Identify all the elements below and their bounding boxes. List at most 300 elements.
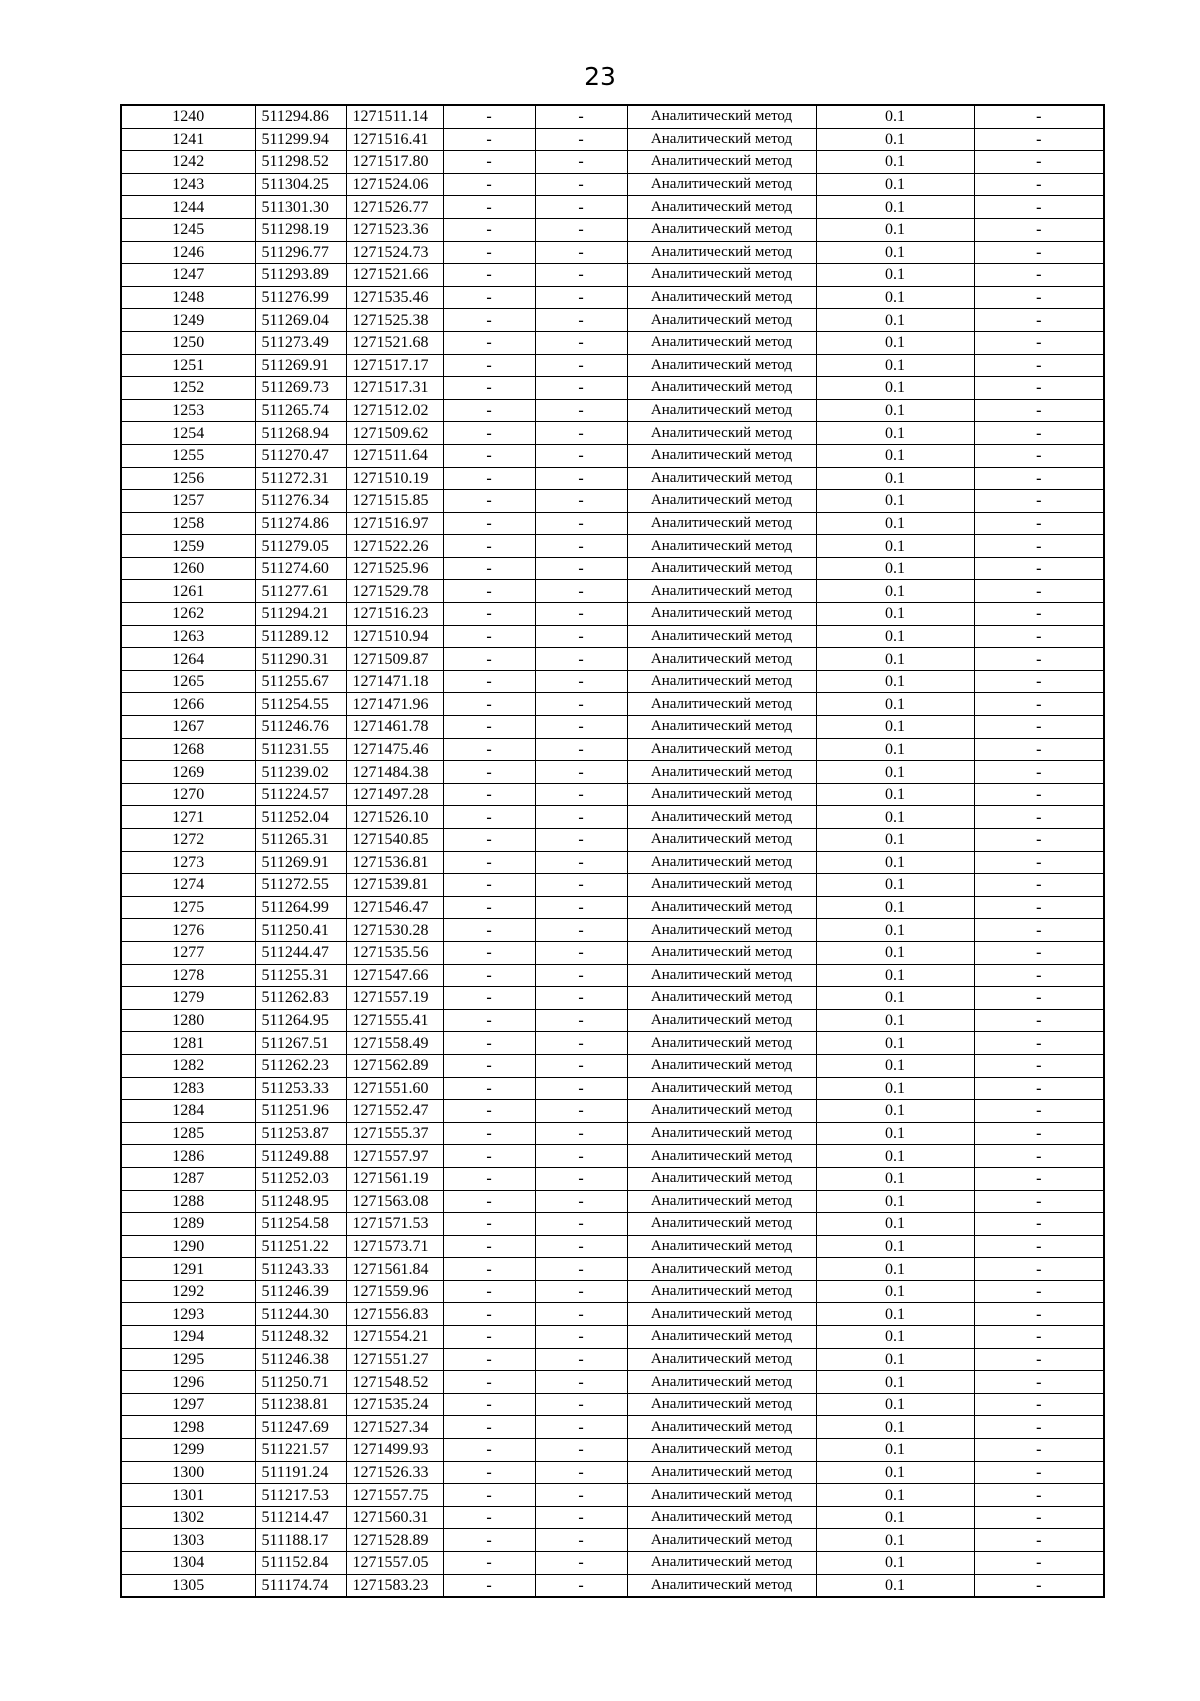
x-coordinate-cell: 511255.67 <box>255 670 346 693</box>
method-cell: Аналитический метод <box>627 670 816 693</box>
y-coordinate-cell: 1271535.56 <box>346 941 443 964</box>
accuracy-cell: 0.1 <box>816 1439 974 1462</box>
column-4-cell: - <box>443 1439 535 1462</box>
table-row <box>121 829 1104 852</box>
y-coordinate-cell: 1271475.46 <box>346 738 443 761</box>
x-coordinate-cell: 511293.89 <box>255 264 346 287</box>
table-row <box>121 874 1104 897</box>
x-coordinate-cell: 511152.84 <box>255 1552 346 1575</box>
column-5-cell: - <box>535 105 627 128</box>
column-5-cell: - <box>535 557 627 580</box>
column-8-cell: - <box>974 467 1104 490</box>
point-number-cell: 1296 <box>121 1371 255 1394</box>
column-8-cell: - <box>974 1032 1104 1055</box>
accuracy-cell: 0.1 <box>816 603 974 626</box>
column-4-cell: - <box>443 806 535 829</box>
column-8-cell: - <box>974 693 1104 716</box>
x-coordinate-cell: 511270.47 <box>255 444 346 467</box>
table-row <box>121 1484 1104 1507</box>
method-cell: Аналитический метод <box>627 648 816 671</box>
y-coordinate-cell: 1271536.81 <box>346 851 443 874</box>
column-8-cell: - <box>974 1077 1104 1100</box>
y-coordinate-cell: 1271510.19 <box>346 467 443 490</box>
table-row <box>121 331 1104 354</box>
column-4-cell: - <box>443 1326 535 1349</box>
table-row <box>121 1393 1104 1416</box>
accuracy-cell: 0.1 <box>816 941 974 964</box>
column-4-cell: - <box>443 783 535 806</box>
x-coordinate-cell: 511252.03 <box>255 1167 346 1190</box>
method-cell: Аналитический метод <box>627 896 816 919</box>
accuracy-cell: 0.1 <box>816 625 974 648</box>
column-4-cell: - <box>443 1303 535 1326</box>
method-cell: Аналитический метод <box>627 1213 816 1236</box>
column-5-cell: - <box>535 264 627 287</box>
point-number-cell: 1253 <box>121 399 255 422</box>
column-8-cell: - <box>974 1326 1104 1349</box>
column-8-cell: - <box>974 1393 1104 1416</box>
y-coordinate-cell: 1271562.89 <box>346 1054 443 1077</box>
point-number-cell: 1258 <box>121 512 255 535</box>
column-4-cell: - <box>443 1461 535 1484</box>
y-coordinate-cell: 1271557.75 <box>346 1484 443 1507</box>
accuracy-cell: 0.1 <box>816 399 974 422</box>
y-coordinate-cell: 1271555.37 <box>346 1122 443 1145</box>
column-5-cell: - <box>535 1529 627 1552</box>
column-8-cell: - <box>974 128 1104 151</box>
method-cell: Аналитический метод <box>627 1167 816 1190</box>
accuracy-cell: 0.1 <box>816 1032 974 1055</box>
y-coordinate-cell: 1271539.81 <box>346 874 443 897</box>
method-cell: Аналитический метод <box>627 151 816 174</box>
accuracy-cell: 0.1 <box>816 128 974 151</box>
y-coordinate-cell: 1271559.96 <box>346 1280 443 1303</box>
column-5-cell: - <box>535 1461 627 1484</box>
column-5-cell: - <box>535 218 627 241</box>
accuracy-cell: 0.1 <box>816 1552 974 1575</box>
column-8-cell: - <box>974 1416 1104 1439</box>
column-5-cell: - <box>535 874 627 897</box>
column-8-cell: - <box>974 444 1104 467</box>
accuracy-cell: 0.1 <box>816 241 974 264</box>
column-4-cell: - <box>443 1167 535 1190</box>
column-5-cell: - <box>535 1326 627 1349</box>
column-5-cell: - <box>535 512 627 535</box>
method-cell: Аналитический метод <box>627 874 816 897</box>
column-5-cell: - <box>535 1303 627 1326</box>
table-row <box>121 218 1104 241</box>
x-coordinate-cell: 511269.91 <box>255 851 346 874</box>
column-5-cell: - <box>535 648 627 671</box>
column-4-cell: - <box>443 1506 535 1529</box>
column-4-cell: - <box>443 1145 535 1168</box>
x-coordinate-cell: 511248.95 <box>255 1190 346 1213</box>
point-number-cell: 1249 <box>121 309 255 332</box>
table-row <box>121 1506 1104 1529</box>
x-coordinate-cell: 511246.76 <box>255 716 346 739</box>
x-coordinate-cell: 511301.30 <box>255 196 346 219</box>
x-coordinate-cell: 511279.05 <box>255 535 346 558</box>
column-5-cell: - <box>535 580 627 603</box>
column-5-cell: - <box>535 896 627 919</box>
table-row <box>121 693 1104 716</box>
x-coordinate-cell: 511304.25 <box>255 173 346 196</box>
y-coordinate-cell: 1271524.06 <box>346 173 443 196</box>
x-coordinate-cell: 511253.87 <box>255 1122 346 1145</box>
column-8-cell: - <box>974 377 1104 400</box>
method-cell: Аналитический метод <box>627 783 816 806</box>
column-8-cell: - <box>974 1190 1104 1213</box>
point-number-cell: 1270 <box>121 783 255 806</box>
table-row <box>121 241 1104 264</box>
point-number-cell: 1274 <box>121 874 255 897</box>
accuracy-cell: 0.1 <box>816 1190 974 1213</box>
point-number-cell: 1271 <box>121 806 255 829</box>
column-5-cell: - <box>535 490 627 513</box>
point-number-cell: 1285 <box>121 1122 255 1145</box>
column-5-cell: - <box>535 1393 627 1416</box>
y-coordinate-cell: 1271517.80 <box>346 151 443 174</box>
point-number-cell: 1259 <box>121 535 255 558</box>
column-5-cell: - <box>535 1348 627 1371</box>
column-4-cell: - <box>443 354 535 377</box>
y-coordinate-cell: 1271521.68 <box>346 331 443 354</box>
y-coordinate-cell: 1271521.66 <box>346 264 443 287</box>
x-coordinate-cell: 511174.74 <box>255 1574 346 1597</box>
column-5-cell: - <box>535 286 627 309</box>
table-row <box>121 783 1104 806</box>
point-number-cell: 1277 <box>121 941 255 964</box>
y-coordinate-cell: 1271497.28 <box>346 783 443 806</box>
method-cell: Аналитический метод <box>627 1145 816 1168</box>
y-coordinate-cell: 1271526.77 <box>346 196 443 219</box>
column-4-cell: - <box>443 941 535 964</box>
column-4-cell: - <box>443 1077 535 1100</box>
x-coordinate-cell: 511247.69 <box>255 1416 346 1439</box>
point-number-cell: 1241 <box>121 128 255 151</box>
accuracy-cell: 0.1 <box>816 829 974 852</box>
accuracy-cell: 0.1 <box>816 1574 974 1597</box>
y-coordinate-cell: 1271556.83 <box>346 1303 443 1326</box>
method-cell: Аналитический метод <box>627 1054 816 1077</box>
table-row <box>121 987 1104 1010</box>
column-4-cell: - <box>443 535 535 558</box>
table-row <box>121 286 1104 309</box>
column-5-cell: - <box>535 377 627 400</box>
point-number-cell: 1269 <box>121 761 255 784</box>
x-coordinate-cell: 511268.94 <box>255 422 346 445</box>
accuracy-cell: 0.1 <box>816 467 974 490</box>
method-cell: Аналитический метод <box>627 1326 816 1349</box>
y-coordinate-cell: 1271517.17 <box>346 354 443 377</box>
y-coordinate-cell: 1271512.02 <box>346 399 443 422</box>
column-8-cell: - <box>974 512 1104 535</box>
x-coordinate-cell: 511264.95 <box>255 1009 346 1032</box>
method-cell: Аналитический метод <box>627 331 816 354</box>
table-row <box>121 941 1104 964</box>
method-cell: Аналитический метод <box>627 1009 816 1032</box>
accuracy-cell: 0.1 <box>816 1258 974 1281</box>
method-cell: Аналитический метод <box>627 919 816 942</box>
accuracy-cell: 0.1 <box>816 1303 974 1326</box>
column-8-cell: - <box>974 1054 1104 1077</box>
accuracy-cell: 0.1 <box>816 896 974 919</box>
column-5-cell: - <box>535 1032 627 1055</box>
column-4-cell: - <box>443 286 535 309</box>
x-coordinate-cell: 511244.47 <box>255 941 346 964</box>
x-coordinate-cell: 511254.55 <box>255 693 346 716</box>
column-4-cell: - <box>443 693 535 716</box>
method-cell: Аналитический метод <box>627 1032 816 1055</box>
y-coordinate-cell: 1271522.26 <box>346 535 443 558</box>
point-number-cell: 1268 <box>121 738 255 761</box>
table-row <box>121 1213 1104 1236</box>
column-5-cell: - <box>535 1009 627 1032</box>
point-number-cell: 1293 <box>121 1303 255 1326</box>
table-row <box>121 1303 1104 1326</box>
method-cell: Аналитический метод <box>627 580 816 603</box>
column-4-cell: - <box>443 196 535 219</box>
point-number-cell: 1297 <box>121 1393 255 1416</box>
x-coordinate-cell: 511269.91 <box>255 354 346 377</box>
point-number-cell: 1278 <box>121 964 255 987</box>
method-cell: Аналитический метод <box>627 512 816 535</box>
y-coordinate-cell: 1271557.05 <box>346 1552 443 1575</box>
column-4-cell: - <box>443 1190 535 1213</box>
column-4-cell: - <box>443 964 535 987</box>
table-row <box>121 1077 1104 1100</box>
table-row <box>121 1190 1104 1213</box>
y-coordinate-cell: 1271516.41 <box>346 128 443 151</box>
point-number-cell: 1299 <box>121 1439 255 1462</box>
y-coordinate-cell: 1271511.64 <box>346 444 443 467</box>
table-row <box>121 444 1104 467</box>
y-coordinate-cell: 1271561.84 <box>346 1258 443 1281</box>
column-4-cell: - <box>443 241 535 264</box>
accuracy-cell: 0.1 <box>816 1100 974 1123</box>
column-4-cell: - <box>443 851 535 874</box>
x-coordinate-cell: 511246.38 <box>255 1348 346 1371</box>
accuracy-cell: 0.1 <box>816 422 974 445</box>
method-cell: Аналитический метод <box>627 1439 816 1462</box>
y-coordinate-cell: 1271529.78 <box>346 580 443 603</box>
x-coordinate-cell: 511277.61 <box>255 580 346 603</box>
point-number-cell: 1262 <box>121 603 255 626</box>
page-number: 23 <box>584 62 616 91</box>
method-cell: Аналитический метод <box>627 1303 816 1326</box>
point-number-cell: 1264 <box>121 648 255 671</box>
x-coordinate-cell: 511244.30 <box>255 1303 346 1326</box>
x-coordinate-cell: 511253.33 <box>255 1077 346 1100</box>
method-cell: Аналитический метод <box>627 941 816 964</box>
column-5-cell: - <box>535 987 627 1010</box>
column-8-cell: - <box>974 941 1104 964</box>
table-row <box>121 399 1104 422</box>
method-cell: Аналитический метод <box>627 1100 816 1123</box>
method-cell: Аналитический метод <box>627 557 816 580</box>
method-cell: Аналитический метод <box>627 1371 816 1394</box>
table-row <box>121 264 1104 287</box>
column-4-cell: - <box>443 1213 535 1236</box>
point-number-cell: 1261 <box>121 580 255 603</box>
accuracy-cell: 0.1 <box>816 1054 974 1077</box>
method-cell: Аналитический метод <box>627 218 816 241</box>
column-8-cell: - <box>974 919 1104 942</box>
column-4-cell: - <box>443 444 535 467</box>
method-cell: Аналитический метод <box>627 354 816 377</box>
accuracy-cell: 0.1 <box>816 987 974 1010</box>
table-body <box>121 105 1104 1597</box>
method-cell: Аналитический метод <box>627 1552 816 1575</box>
accuracy-cell: 0.1 <box>816 1167 974 1190</box>
accuracy-cell: 0.1 <box>816 490 974 513</box>
table-row <box>121 512 1104 535</box>
x-coordinate-cell: 511276.99 <box>255 286 346 309</box>
column-8-cell: - <box>974 896 1104 919</box>
column-4-cell: - <box>443 896 535 919</box>
accuracy-cell: 0.1 <box>816 331 974 354</box>
column-8-cell: - <box>974 264 1104 287</box>
column-4-cell: - <box>443 1032 535 1055</box>
column-5-cell: - <box>535 331 627 354</box>
column-4-cell: - <box>443 1054 535 1077</box>
method-cell: Аналитический метод <box>627 1393 816 1416</box>
y-coordinate-cell: 1271523.36 <box>346 218 443 241</box>
column-8-cell: - <box>974 964 1104 987</box>
column-4-cell: - <box>443 603 535 626</box>
point-number-cell: 1292 <box>121 1280 255 1303</box>
y-coordinate-cell: 1271554.21 <box>346 1326 443 1349</box>
method-cell: Аналитический метод <box>627 738 816 761</box>
method-cell: Аналитический метод <box>627 964 816 987</box>
y-coordinate-cell: 1271526.10 <box>346 806 443 829</box>
column-8-cell: - <box>974 1506 1104 1529</box>
point-number-cell: 1267 <box>121 716 255 739</box>
column-5-cell: - <box>535 422 627 445</box>
accuracy-cell: 0.1 <box>816 1326 974 1349</box>
column-4-cell: - <box>443 377 535 400</box>
column-8-cell: - <box>974 1529 1104 1552</box>
column-5-cell: - <box>535 919 627 942</box>
point-number-cell: 1291 <box>121 1258 255 1281</box>
column-5-cell: - <box>535 1100 627 1123</box>
point-number-cell: 1257 <box>121 490 255 513</box>
table-row <box>121 919 1104 942</box>
point-number-cell: 1287 <box>121 1167 255 1190</box>
y-coordinate-cell: 1271560.31 <box>346 1506 443 1529</box>
table-row <box>121 354 1104 377</box>
point-number-cell: 1305 <box>121 1574 255 1597</box>
table-row <box>121 1122 1104 1145</box>
table-row <box>121 1529 1104 1552</box>
table-row <box>121 467 1104 490</box>
column-8-cell: - <box>974 761 1104 784</box>
point-number-cell: 1243 <box>121 173 255 196</box>
column-4-cell: - <box>443 467 535 490</box>
column-4-cell: - <box>443 331 535 354</box>
column-4-cell: - <box>443 716 535 739</box>
method-cell: Аналитический метод <box>627 128 816 151</box>
x-coordinate-cell: 511250.71 <box>255 1371 346 1394</box>
accuracy-cell: 0.1 <box>816 1009 974 1032</box>
table-row <box>121 1371 1104 1394</box>
table-row <box>121 670 1104 693</box>
accuracy-cell: 0.1 <box>816 670 974 693</box>
point-number-cell: 1266 <box>121 693 255 716</box>
table-row <box>121 490 1104 513</box>
accuracy-cell: 0.1 <box>816 377 974 400</box>
column-5-cell: - <box>535 354 627 377</box>
column-8-cell: - <box>974 806 1104 829</box>
column-4-cell: - <box>443 1122 535 1145</box>
column-4-cell: - <box>443 738 535 761</box>
column-4-cell: - <box>443 1100 535 1123</box>
accuracy-cell: 0.1 <box>816 1213 974 1236</box>
table-row <box>121 648 1104 671</box>
table-row <box>121 1032 1104 1055</box>
method-cell: Аналитический метод <box>627 603 816 626</box>
point-number-cell: 1303 <box>121 1529 255 1552</box>
table-row <box>121 1100 1104 1123</box>
column-5-cell: - <box>535 151 627 174</box>
table-row <box>121 716 1104 739</box>
accuracy-cell: 0.1 <box>816 874 974 897</box>
table-row <box>121 761 1104 784</box>
column-8-cell: - <box>974 1122 1104 1145</box>
column-5-cell: - <box>535 1145 627 1168</box>
y-coordinate-cell: 1271528.89 <box>346 1529 443 1552</box>
point-number-cell: 1294 <box>121 1326 255 1349</box>
column-5-cell: - <box>535 1122 627 1145</box>
method-cell: Аналитический метод <box>627 1506 816 1529</box>
column-5-cell: - <box>535 1077 627 1100</box>
x-coordinate-cell: 511264.99 <box>255 896 346 919</box>
column-5-cell: - <box>535 1506 627 1529</box>
column-5-cell: - <box>535 670 627 693</box>
accuracy-cell: 0.1 <box>816 648 974 671</box>
column-8-cell: - <box>974 1280 1104 1303</box>
accuracy-cell: 0.1 <box>816 738 974 761</box>
column-8-cell: - <box>974 1100 1104 1123</box>
x-coordinate-cell: 511269.73 <box>255 377 346 400</box>
accuracy-cell: 0.1 <box>816 286 974 309</box>
column-8-cell: - <box>974 1348 1104 1371</box>
accuracy-cell: 0.1 <box>816 964 974 987</box>
accuracy-cell: 0.1 <box>816 557 974 580</box>
column-4-cell: - <box>443 1574 535 1597</box>
column-8-cell: - <box>974 1552 1104 1575</box>
x-coordinate-cell: 511262.23 <box>255 1054 346 1077</box>
point-number-cell: 1245 <box>121 218 255 241</box>
accuracy-cell: 0.1 <box>816 173 974 196</box>
column-4-cell: - <box>443 829 535 852</box>
column-5-cell: - <box>535 941 627 964</box>
point-number-cell: 1272 <box>121 829 255 852</box>
point-number-cell: 1263 <box>121 625 255 648</box>
method-cell: Аналитический метод <box>627 196 816 219</box>
y-coordinate-cell: 1271484.38 <box>346 761 443 784</box>
x-coordinate-cell: 511243.33 <box>255 1258 346 1281</box>
x-coordinate-cell: 511290.31 <box>255 648 346 671</box>
accuracy-cell: 0.1 <box>816 1122 974 1145</box>
column-5-cell: - <box>535 1371 627 1394</box>
y-coordinate-cell: 1271561.19 <box>346 1167 443 1190</box>
accuracy-cell: 0.1 <box>816 196 974 219</box>
x-coordinate-cell: 511255.31 <box>255 964 346 987</box>
column-4-cell: - <box>443 1258 535 1281</box>
point-number-cell: 1298 <box>121 1416 255 1439</box>
y-coordinate-cell: 1271546.47 <box>346 896 443 919</box>
